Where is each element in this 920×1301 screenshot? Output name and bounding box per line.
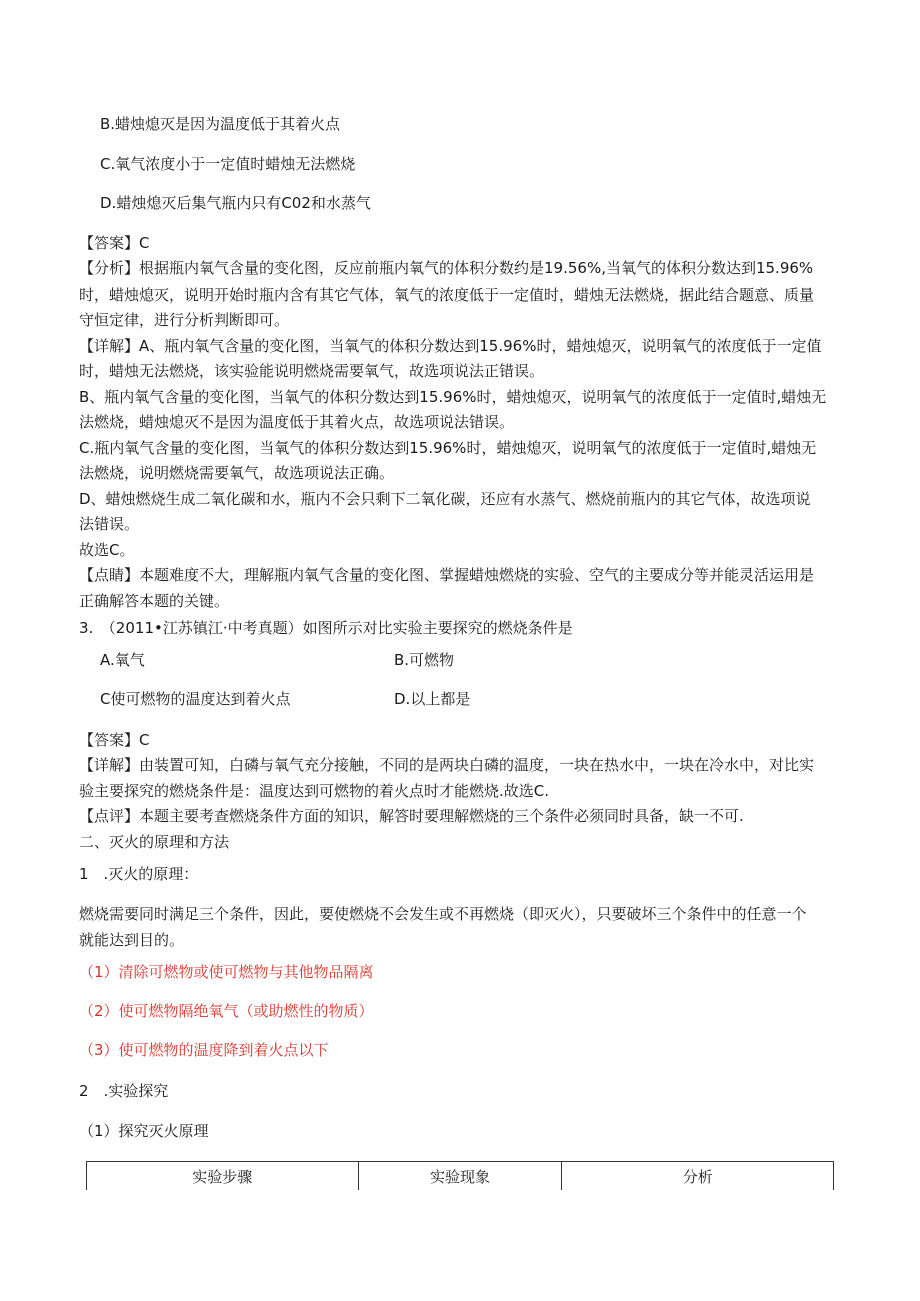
q2-detail-line: 故选C。 [79,541,135,559]
q2-detail-line: 法燃烧，说明燃烧需要氧气，故选项说法正确。 [79,464,395,482]
section-heading: 二、灭火的原理和方法 [79,833,230,851]
column-header-steps: 实验步骤 [87,1162,359,1191]
q3-option-b: B.可燃物 [394,651,455,669]
column-header-phenomenon: 实验现象 [358,1162,562,1191]
table-header-row [87,1162,834,1191]
q2-detail-line: C.瓶内氧气含量的变化图，当氧气的体积分数达到15.96%时，蜡烛熄灭，说明氧气的浓度低于一定值时,蜡烛无 [79,439,817,457]
principle-intro-line: 燃烧需要同时满足三个条件，因此，要使燃烧不会发生或不再燃烧（即灭火），只要破坏三个条件中的任意一个 [79,905,807,923]
q2-analysis-line: 守恒定律，进行分析判断即可。 [79,311,290,329]
q2-answer: 【答案】C [79,234,150,252]
column-header-analysis: 分析 [562,1162,834,1191]
option-c: C.氧气浓度小于一定值时蜡烛无法燃烧 [100,155,356,173]
q2-detail-line: 法燃烧，蜡烛熄灭不是因为温度低于其着火点，故选项说法错误。 [79,413,515,431]
q2-detail-line: 时，蜡烛无法燃烧，该实验能说明燃烧需要氧气，故选项说法正错误。 [79,362,545,380]
q2-detail-line: 【详解】A、瓶内氧气含量的变化图，当氧气的体积分数达到15.96%时，蜡烛熄灭，说明氧气的浓度低于一定值 [79,337,822,355]
q3-answer: 【答案】C [79,731,150,749]
q3-option-c: C使可燃物的温度达到着火点 [100,690,291,708]
q2-comment-line: 正确解答本题的关键。 [79,592,230,610]
q3-option-d: D.以上都是 [394,690,471,708]
option-b: B.蜡烛熄灭是因为温度低于其着火点 [100,115,341,133]
method-item: （2）使可燃物隔绝氧气（或助燃性的物质） [79,1002,374,1020]
subsection-experiment: 2 .实验探究 [79,1082,169,1100]
q2-detail-line: B、瓶内氧气含量的变化图，当氧气的体积分数达到15.96%时，蜡烛熄灭，说明氧气的浓度低于一定值时,蜡烛无 [79,388,827,406]
experiment-table [86,1161,834,1190]
q2-detail-line: 法错误。 [79,515,140,533]
option-d: D.蜡烛熄灭后集气瓶内只有C02和水蒸气 [100,194,371,212]
method-item: （1）清除可燃物或使可燃物与其他物品隔离 [79,963,374,981]
q2-comment-line: 【点睛】本题难度不大，理解瓶内氧气含量的变化图、掌握蜡烛燃烧的实验、空气的主要成分等并能灵活运用是 [79,566,815,584]
q2-detail-line: D、蜡烛燃烧生成二氧化碳和水，瓶内不会只剩下二氧化碳，还应有水蒸气、燃烧前瓶内的其它气体，故选项说 [79,490,811,508]
q3-detail-line: 验主要探究的燃烧条件是：温度达到可燃物的着火点时才能燃烧.故选C. [79,782,550,800]
q3-detail-line: 【详解】由装置可知，白磷与氧气充分接触，不同的是两块白磷的温度，一块在热水中，一块在冷水中，对比实 [79,756,815,774]
q2-analysis-line: 时，蜡烛熄灭，说明开始时瓶内含有其它气体，氧气的浓度低于一定值时，蜡烛无法燃烧，据此结合题意、质量 [79,286,815,304]
q2-analysis-line: 【分析】根据瓶内氧气含量的变化图，反应前瓶内氧气的体积分数约是19.56%,当氧气的体积分数达到15.96% [79,259,814,277]
subsection-experiment-1: （1）探究灭火原理 [79,1122,209,1140]
q3-option-a: A.氧气 [100,651,145,669]
method-item: （3）使可燃物的温度降到着火点以下 [79,1041,329,1059]
q3-review: 【点评】本题主要考查燃烧条件方面的知识，解答时要理解燃烧的三个条件必须同时具备，缺一不可. [79,807,744,825]
subsection-principle: 1 .灭火的原理： [79,865,199,883]
q3-stem: 3. （2011•江苏镇江·中考真题）如图所示对比实验主要探究的燃烧条件是 [79,619,573,637]
principle-intro-line: 就能达到目的。 [79,931,185,949]
